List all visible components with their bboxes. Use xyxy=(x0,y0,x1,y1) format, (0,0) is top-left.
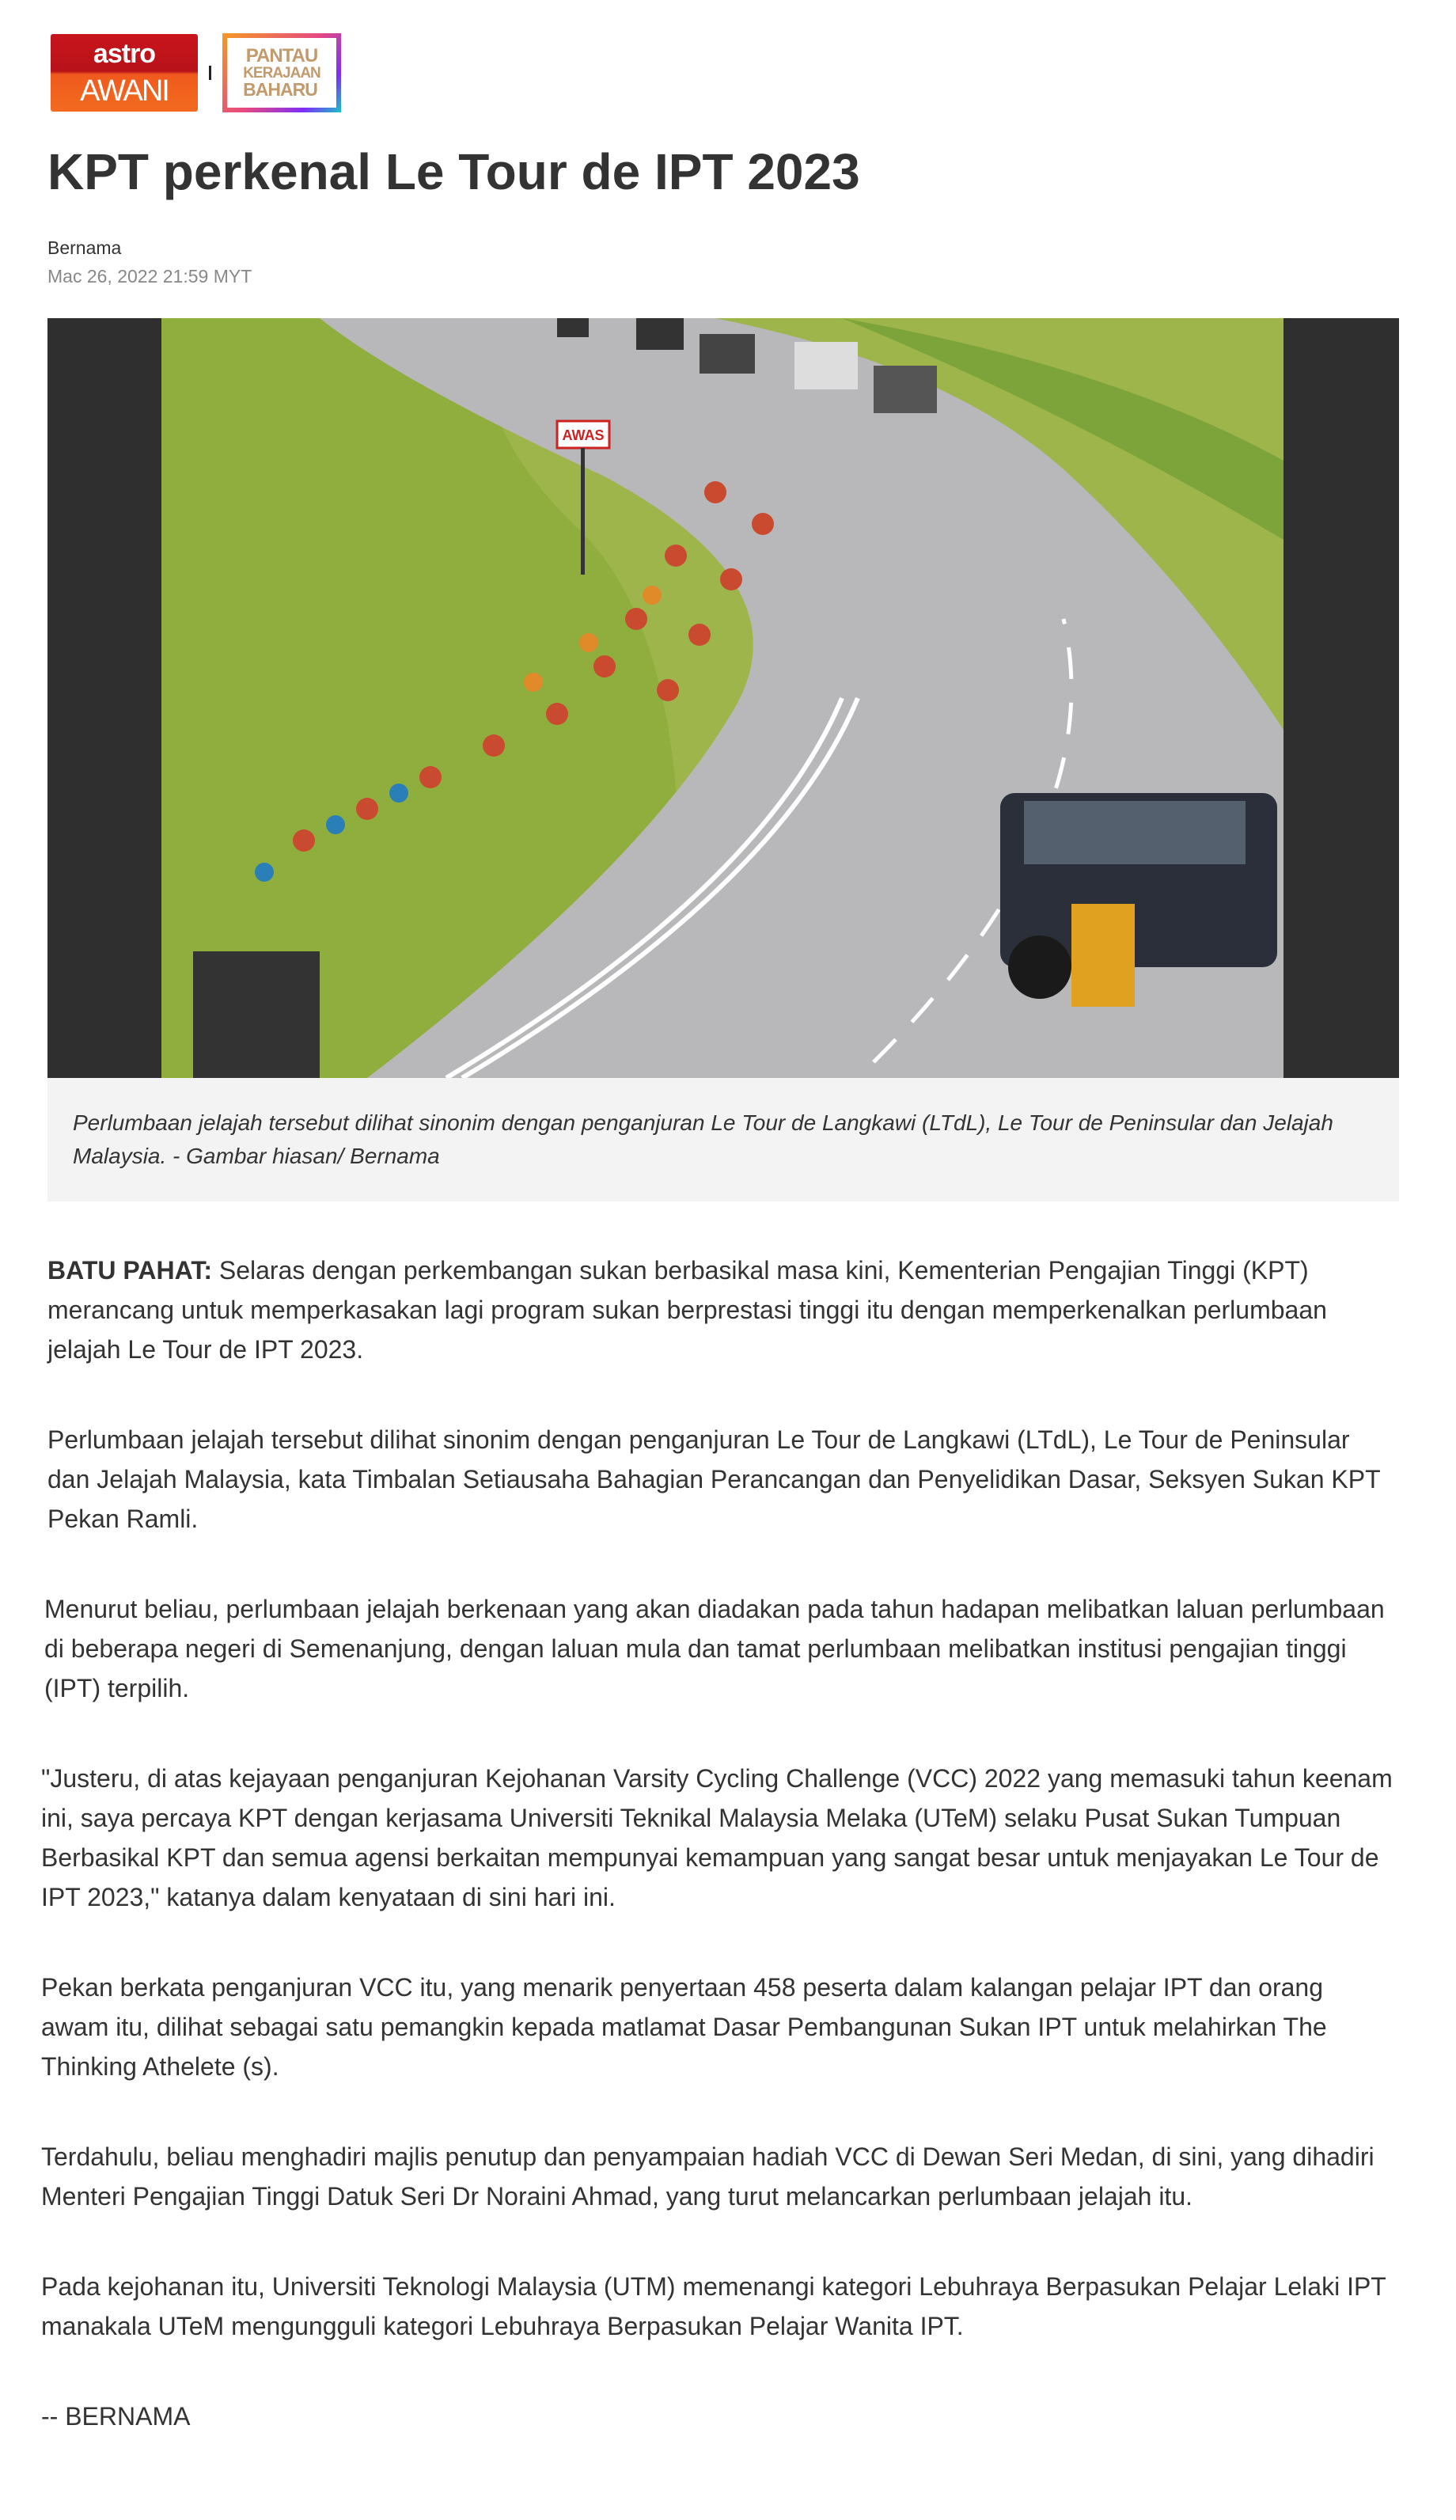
article-paragraph: Pekan berkata penganjuran VCC itu, yang menarik penyertaan 458 peserta dalam kalangan pelajar IPT dan orang awam itu, dilihat sebagai satu pemangkin kepada matlamat Dasar Pembangunan Sukan IPT untuk melahirkan The Thinking Athelete (s). xyxy=(41,1973,1327,2081)
logo-text: BAHARU xyxy=(243,79,317,100)
article-figure xyxy=(47,318,1399,1201)
article-paragraph: Perlumbaan jelajah tersebut dilihat sinonim dengan penganjuran Le Tour de Langkawi (LTdL), Le Tour de Peninsular dan Jelajah Malaysia, kata Timbalan Setiausaha Bahagian Perancangan dan Penyelidikan Dasar, Seksyen Sukan KPT Pekan Ramli. xyxy=(47,1425,1381,1533)
article-body xyxy=(41,1251,1393,2487)
astro-awani-logo[interactable] xyxy=(51,34,198,112)
logo-text: AWANI xyxy=(80,74,169,108)
road-sign-text: AWAS xyxy=(562,427,605,443)
image-caption: Perlumbaan jelajah tersebut dilihat sinonim dengan penganjuran Le Tour de Langkawi (LTdL), Le Tour de Peninsular dan Jelajah Malaysia. - Gambar hiasan/ Bernama xyxy=(47,1078,1399,1201)
site-header xyxy=(51,33,341,112)
dateline: BATU PAHAT: xyxy=(47,1256,212,1285)
article-signoff: -- BERNAMA xyxy=(41,2402,191,2431)
image-container xyxy=(47,318,1399,1078)
article-paragraph xyxy=(47,1251,1393,1369)
article-paragraph: "Justeru, di atas kejayaan penganjuran Kejohanan Varsity Cycling Challenge (VCC) 2022 yang memasuki tahun keenam ini, saya percaya KPT dengan kerjasama Universiti Teknikal Malaysia Melaka (UTeM) selaku Pusat Sukan Tumpuan Berbasikal KPT dan semua agensi berkaitan mempunyai kemampuan yang sangat besar untuk menjayakan Le Tour de IPT 2023," katanya dalam kenyataan di sini hari ini. xyxy=(41,1764,1393,1911)
logo-text: KERAJAAN xyxy=(243,65,320,82)
pantau-kerajaan-baharu-logo[interactable] xyxy=(222,33,341,112)
article-title: KPT perkenal Le Tour de IPT 2023 xyxy=(47,143,860,200)
cycling-peloton-photo xyxy=(161,318,1283,1078)
article-paragraph: Terdahulu, beliau menghadiri majlis penutup dan penyampaian hadiah VCC di Dewan Seri Medan, di sini, yang dihadiri Menteri Pengajian Tinggi Datuk Seri Dr Noraini Ahmad, yang turut melancarkan perlumbaan jelajah itu. xyxy=(41,2142,1374,2211)
paragraph-text: Selaras dengan perkembangan sukan berbasikal masa kini, Kementerian Pengajian Tinggi (KPT) merancang untuk memperkasakan lagi program sukan berprestasi tinggi itu dengan memperkenalkan perlumbaan jelajah Le Tour de IPT 2023. xyxy=(47,1256,1327,1364)
article-paragraph: Menurut beliau, perlumbaan jelajah berkenaan yang akan diadakan pada tahun hadapan melibatkan laluan perlumbaan di beberapa negeri di Semenanjung, dengan laluan mula dan tamat perlumbaan melibatkan institusi pengajian tinggi (IPT) terpilih. xyxy=(44,1595,1385,1702)
article-paragraph: Pada kejohanan itu, Universiti Teknologi Malaysia (UTM) memenangi kategori Lebuhraya Berpasukan Pelajar Lelaki IPT manakala UTeM mengungguli kategori Lebuhraya Berpasukan Pelajar Wanita IPT. xyxy=(41,2272,1386,2340)
logo-divider xyxy=(209,66,211,80)
logo-text: PANTAU xyxy=(245,45,318,66)
logo-text: astro xyxy=(93,39,156,69)
article-author[interactable]: Bernama xyxy=(47,237,122,258)
article-date: Mac 26, 2022 21:59 MYT xyxy=(47,266,252,287)
